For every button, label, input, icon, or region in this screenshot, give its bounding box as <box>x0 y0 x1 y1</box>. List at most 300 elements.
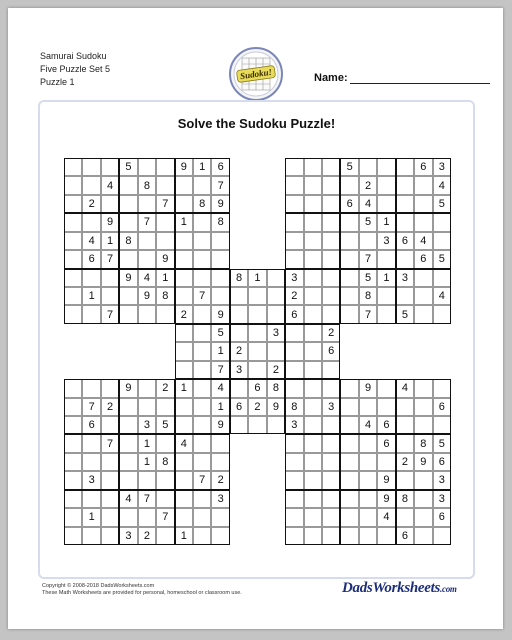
sudoku-cell[interactable] <box>414 508 432 526</box>
sudoku-cell[interactable] <box>377 287 395 305</box>
sudoku-cell[interactable] <box>101 287 119 305</box>
sudoku-cell[interactable] <box>119 453 137 471</box>
sudoku-cell[interactable] <box>64 269 82 287</box>
sudoku-cell: 2 <box>396 453 414 471</box>
sudoku-cell: 4 <box>138 269 156 287</box>
sudoku-cell: 2 <box>138 527 156 545</box>
sudoku-cell[interactable] <box>82 176 100 194</box>
sudoku-cell[interactable] <box>322 176 340 194</box>
sudoku-cell[interactable] <box>285 453 303 471</box>
sudoku-cell[interactable] <box>322 305 340 323</box>
worksheet-info <box>40 50 110 89</box>
sudoku-cell[interactable] <box>156 176 174 194</box>
sudoku-cell[interactable] <box>377 250 395 268</box>
sudoku-cell[interactable] <box>138 379 156 397</box>
sudoku-cell[interactable] <box>285 324 303 342</box>
sudoku-cell[interactable] <box>248 361 266 379</box>
sudoku-cell[interactable] <box>285 195 303 213</box>
sudoku-cell: 2 <box>230 342 248 360</box>
sudoku-cell[interactable] <box>211 287 229 305</box>
sudoku-cell[interactable] <box>304 195 322 213</box>
sudoku-cell[interactable] <box>230 305 248 323</box>
sudoku-cell[interactable] <box>396 398 414 416</box>
sudoku-cell[interactable] <box>304 250 322 268</box>
sudoku-cell[interactable] <box>82 434 100 452</box>
sudoku-cell: 4 <box>101 176 119 194</box>
sudoku-cell[interactable] <box>396 416 414 434</box>
sudoku-cell[interactable] <box>211 269 229 287</box>
sudoku-cell[interactable] <box>396 250 414 268</box>
sudoku-cell: 9 <box>359 379 377 397</box>
sudoku-cell: 1 <box>211 398 229 416</box>
sudoku-cell[interactable] <box>138 232 156 250</box>
sudoku-cell[interactable] <box>377 176 395 194</box>
sudoku-cell[interactable] <box>119 434 137 452</box>
sudoku-cell[interactable] <box>193 361 211 379</box>
sudoku-cell[interactable] <box>119 250 137 268</box>
sudoku-cell[interactable] <box>175 490 193 508</box>
sudoku-cell[interactable] <box>304 398 322 416</box>
sudoku-cell[interactable] <box>82 453 100 471</box>
sudoku-cell[interactable] <box>64 158 82 176</box>
sudoku-cell[interactable] <box>359 508 377 526</box>
sudoku-cell[interactable] <box>175 176 193 194</box>
sudoku-cell: 7 <box>82 398 100 416</box>
sudoku-cell[interactable] <box>211 232 229 250</box>
sudoku-cell: 5 <box>156 416 174 434</box>
sudoku-cell[interactable] <box>414 305 432 323</box>
sudoku-cell[interactable] <box>64 213 82 231</box>
sudoku-cell[interactable] <box>156 158 174 176</box>
sudoku-cell[interactable] <box>193 379 211 397</box>
sudoku-cell[interactable] <box>101 195 119 213</box>
sudoku-cell[interactable] <box>304 471 322 489</box>
sudoku-cell: 7 <box>359 250 377 268</box>
sudoku-cell[interactable] <box>193 434 211 452</box>
sudoku-cell[interactable] <box>156 305 174 323</box>
sudoku-cell[interactable] <box>285 527 303 545</box>
sudoku-cell[interactable] <box>193 305 211 323</box>
sudoku-cell[interactable] <box>414 269 432 287</box>
sudoku-cell[interactable] <box>230 416 248 434</box>
sudoku-cell[interactable] <box>175 232 193 250</box>
sudoku-cell: 7 <box>101 305 119 323</box>
sudoku-cell[interactable] <box>396 213 414 231</box>
sudoku-cell[interactable] <box>175 287 193 305</box>
sudoku-cell[interactable] <box>101 158 119 176</box>
sudoku-cell[interactable] <box>211 527 229 545</box>
worksheet-puzzle-number: Puzzle 1 <box>40 77 75 87</box>
sudoku-cell[interactable] <box>396 508 414 526</box>
sudoku-cell[interactable] <box>267 342 285 360</box>
sudoku-cell: 3 <box>211 490 229 508</box>
sudoku-cell[interactable] <box>359 398 377 416</box>
sudoku-cell[interactable] <box>377 158 395 176</box>
sudoku-cell[interactable] <box>82 527 100 545</box>
sudoku-cell: 6 <box>433 453 451 471</box>
sudoku-cell[interactable] <box>304 508 322 526</box>
sudoku-cell[interactable] <box>433 232 451 250</box>
sudoku-cell[interactable] <box>64 416 82 434</box>
sudoku-cell[interactable] <box>175 195 193 213</box>
sudoku-cell[interactable] <box>322 527 340 545</box>
sudoku-cell: 2 <box>175 305 193 323</box>
sudoku-cell[interactable] <box>138 158 156 176</box>
sudoku-cell[interactable] <box>193 176 211 194</box>
sudoku-cell[interactable] <box>340 287 358 305</box>
sudoku-cell[interactable] <box>377 305 395 323</box>
sudoku-cell[interactable] <box>64 250 82 268</box>
sudoku-cell: 4 <box>396 379 414 397</box>
sudoku-cell[interactable] <box>101 490 119 508</box>
sudoku-cell[interactable] <box>156 232 174 250</box>
sudoku-cell[interactable] <box>64 490 82 508</box>
sudoku-cell[interactable] <box>64 232 82 250</box>
sudoku-cell[interactable] <box>285 434 303 452</box>
sudoku-cell[interactable] <box>414 195 432 213</box>
sudoku-cell[interactable] <box>340 213 358 231</box>
sudoku-cell[interactable] <box>396 158 414 176</box>
sudoku-cell[interactable] <box>175 324 193 342</box>
sudoku-cell[interactable] <box>101 453 119 471</box>
sudoku-cell: 1 <box>211 342 229 360</box>
sudoku-cell[interactable] <box>359 434 377 452</box>
sudoku-cell[interactable] <box>64 527 82 545</box>
sudoku-cell[interactable] <box>377 527 395 545</box>
sudoku-cell[interactable] <box>193 342 211 360</box>
sudoku-cell[interactable] <box>414 379 432 397</box>
sudoku-cell: 1 <box>175 379 193 397</box>
sudoku-cell[interactable] <box>248 324 266 342</box>
sudoku-cell: 2 <box>285 287 303 305</box>
sudoku-cell[interactable] <box>322 158 340 176</box>
sudoku-cell[interactable] <box>193 398 211 416</box>
sudoku-cell: 4 <box>433 176 451 194</box>
sudoku-cell[interactable] <box>248 305 266 323</box>
sudoku-cell[interactable] <box>304 305 322 323</box>
sudoku-cell[interactable] <box>138 471 156 489</box>
sudoku-cell[interactable] <box>285 361 303 379</box>
sudoku-cell[interactable] <box>138 195 156 213</box>
sudoku-cell[interactable] <box>340 527 358 545</box>
sudoku-cell[interactable] <box>82 305 100 323</box>
sudoku-cell[interactable] <box>138 508 156 526</box>
sudoku-cell: 6 <box>377 416 395 434</box>
sudoku-cell: 1 <box>101 232 119 250</box>
name-field[interactable] <box>314 72 490 84</box>
sudoku-cell[interactable] <box>119 213 137 231</box>
sudoku-cell[interactable] <box>193 250 211 268</box>
sudoku-cell[interactable] <box>64 398 82 416</box>
sudoku-cell[interactable] <box>377 453 395 471</box>
sudoku-cell[interactable] <box>64 195 82 213</box>
sudoku-cell[interactable] <box>156 527 174 545</box>
sudoku-cell[interactable] <box>193 453 211 471</box>
sudoku-cell[interactable] <box>304 324 322 342</box>
sudoku-cell[interactable] <box>101 508 119 526</box>
sudoku-cell[interactable] <box>285 213 303 231</box>
sudoku-cell: 2 <box>82 195 100 213</box>
sudoku-cell[interactable] <box>64 434 82 452</box>
sudoku-cell: 8 <box>267 379 285 397</box>
sudoku-cell: 3 <box>138 416 156 434</box>
sudoku-cell[interactable] <box>285 250 303 268</box>
sudoku-cell[interactable] <box>285 158 303 176</box>
sudoku-cell[interactable] <box>304 158 322 176</box>
sudoku-cell[interactable] <box>377 195 395 213</box>
sudoku-cell[interactable] <box>359 471 377 489</box>
sudoku-cell[interactable] <box>211 250 229 268</box>
sudoku-cell[interactable] <box>340 453 358 471</box>
sudoku-cell[interactable] <box>433 416 451 434</box>
logo-text: Sudoku! <box>239 66 273 82</box>
sudoku-cell[interactable] <box>101 416 119 434</box>
sudoku-cell[interactable] <box>304 176 322 194</box>
sudoku-cell[interactable] <box>340 269 358 287</box>
sudoku-cell: 3 <box>267 324 285 342</box>
sudoku-cell[interactable] <box>414 213 432 231</box>
sudoku-cell[interactable] <box>267 305 285 323</box>
sudoku-cell[interactable] <box>396 176 414 194</box>
sudoku-cell[interactable] <box>285 471 303 489</box>
sudoku-cell[interactable] <box>304 232 322 250</box>
sudoku-cell[interactable] <box>322 490 340 508</box>
sudoku-cell[interactable] <box>340 471 358 489</box>
sudoku-cell[interactable] <box>211 508 229 526</box>
sudoku-cell[interactable] <box>433 527 451 545</box>
sudoku-cell[interactable] <box>414 527 432 545</box>
sudoku-cell[interactable] <box>82 490 100 508</box>
sudoku-cell: 2 <box>156 379 174 397</box>
sudoku-cell[interactable] <box>304 287 322 305</box>
sudoku-cell: 9 <box>267 398 285 416</box>
sudoku-cell[interactable] <box>396 434 414 452</box>
sudoku-cell[interactable] <box>304 361 322 379</box>
sudoku-cell[interactable] <box>414 490 432 508</box>
sudoku-cell[interactable] <box>119 416 137 434</box>
sudoku-cell[interactable] <box>64 305 82 323</box>
sudoku-cell[interactable] <box>322 213 340 231</box>
sudoku-cell[interactable] <box>119 508 137 526</box>
sudoku-cell[interactable] <box>414 416 432 434</box>
sudoku-cell[interactable] <box>322 361 340 379</box>
sudoku-cell[interactable] <box>248 416 266 434</box>
sudoku-cell[interactable] <box>101 379 119 397</box>
sudoku-cell[interactable] <box>64 287 82 305</box>
sudoku-cell[interactable] <box>101 269 119 287</box>
sudoku-cell: 4 <box>359 195 377 213</box>
sudoku-cell[interactable] <box>396 471 414 489</box>
sudoku-cell[interactable] <box>193 508 211 526</box>
sudoku-cell[interactable] <box>285 379 303 397</box>
sudoku-cell[interactable] <box>156 471 174 489</box>
sudoku-cell[interactable] <box>193 269 211 287</box>
sudoku-cell[interactable] <box>101 471 119 489</box>
sudoku-cell[interactable] <box>230 379 248 397</box>
sudoku-cell[interactable] <box>175 250 193 268</box>
sudoku-cell[interactable] <box>414 176 432 194</box>
sudoku-cell[interactable] <box>304 453 322 471</box>
sudoku-cell[interactable] <box>175 471 193 489</box>
sudoku-cell[interactable] <box>359 232 377 250</box>
sudoku-cell[interactable] <box>82 158 100 176</box>
name-line[interactable] <box>350 73 490 84</box>
sudoku-cell: 6 <box>377 434 395 452</box>
sudoku-cell[interactable] <box>285 508 303 526</box>
sudoku-cell[interactable] <box>359 453 377 471</box>
sudoku-cell[interactable] <box>340 232 358 250</box>
sudoku-cell[interactable] <box>193 490 211 508</box>
sudoku-cell[interactable] <box>193 232 211 250</box>
sudoku-cell[interactable] <box>433 379 451 397</box>
sudoku-cell[interactable] <box>248 342 266 360</box>
sudoku-cell[interactable] <box>175 508 193 526</box>
sudoku-cell[interactable] <box>175 361 193 379</box>
sudoku-cell: 2 <box>359 176 377 194</box>
sudoku-cell[interactable] <box>211 453 229 471</box>
sudoku-logo <box>228 46 284 102</box>
sudoku-cell[interactable] <box>267 416 285 434</box>
sudoku-cell[interactable] <box>322 508 340 526</box>
sudoku-cell[interactable] <box>304 379 322 397</box>
sudoku-cell[interactable] <box>340 416 358 434</box>
sudoku-cell[interactable] <box>304 342 322 360</box>
sudoku-cell[interactable] <box>340 176 358 194</box>
sudoku-cell[interactable] <box>138 398 156 416</box>
sudoku-cell[interactable] <box>285 342 303 360</box>
sudoku-cell[interactable] <box>322 453 340 471</box>
sudoku-cell[interactable] <box>304 213 322 231</box>
sudoku-cell[interactable] <box>340 434 358 452</box>
sudoku-cell[interactable] <box>230 287 248 305</box>
sudoku-cell: 1 <box>82 287 100 305</box>
sudoku-cell[interactable] <box>156 398 174 416</box>
sudoku-cell[interactable] <box>285 490 303 508</box>
sudoku-cell[interactable] <box>340 305 358 323</box>
sudoku-cell: 9 <box>138 287 156 305</box>
sudoku-cell[interactable] <box>230 324 248 342</box>
sudoku-cell[interactable] <box>175 453 193 471</box>
sudoku-cell[interactable] <box>340 250 358 268</box>
sudoku-cell[interactable] <box>64 471 82 489</box>
sudoku-cell[interactable] <box>285 232 303 250</box>
sudoku-cell[interactable] <box>138 250 156 268</box>
sudoku-cell[interactable] <box>156 434 174 452</box>
sudoku-logo-icon <box>228 46 284 102</box>
sudoku-cell: 9 <box>175 158 193 176</box>
sudoku-cell[interactable] <box>175 342 193 360</box>
sudoku-cell: 5 <box>211 324 229 342</box>
sudoku-cell[interactable] <box>340 379 358 397</box>
sudoku-cell[interactable] <box>433 213 451 231</box>
sudoku-cell[interactable] <box>175 416 193 434</box>
sudoku-cell[interactable] <box>396 195 414 213</box>
sudoku-cell[interactable] <box>119 287 137 305</box>
sudoku-cell: 1 <box>138 453 156 471</box>
sudoku-cell[interactable] <box>304 490 322 508</box>
sudoku-cell[interactable] <box>101 527 119 545</box>
sudoku-cell[interactable] <box>414 287 432 305</box>
sudoku-cell[interactable] <box>248 287 266 305</box>
sudoku-cell[interactable] <box>396 287 414 305</box>
sudoku-cell[interactable] <box>304 527 322 545</box>
sudoku-cell[interactable] <box>193 416 211 434</box>
sudoku-cell[interactable] <box>64 176 82 194</box>
sudoku-cell: 1 <box>175 527 193 545</box>
sudoku-cell[interactable] <box>322 471 340 489</box>
sudoku-cell[interactable] <box>414 398 432 416</box>
sudoku-cell[interactable] <box>119 176 137 194</box>
sudoku-cell[interactable] <box>322 250 340 268</box>
sudoku-cell[interactable] <box>304 416 322 434</box>
sudoku-cell[interactable] <box>322 287 340 305</box>
sudoku-cell[interactable] <box>119 471 137 489</box>
sudoku-cell[interactable] <box>285 176 303 194</box>
sudoku-cell[interactable] <box>119 195 137 213</box>
sudoku-cell: 5 <box>433 434 451 452</box>
sudoku-cell[interactable] <box>82 269 100 287</box>
sudoku-cell[interactable] <box>322 232 340 250</box>
sudoku-cell: 7 <box>156 195 174 213</box>
sudoku-cell[interactable] <box>340 398 358 416</box>
brand-logo <box>342 580 457 597</box>
sudoku-cell[interactable] <box>414 471 432 489</box>
sudoku-cell[interactable] <box>340 490 358 508</box>
sudoku-cell[interactable] <box>322 434 340 452</box>
sudoku-cell: 9 <box>101 213 119 231</box>
footer <box>42 583 242 597</box>
sudoku-cell[interactable] <box>433 305 451 323</box>
sudoku-cell: 3 <box>322 398 340 416</box>
sudoku-cell[interactable] <box>377 379 395 397</box>
sudoku-cell: 1 <box>138 434 156 452</box>
sudoku-cell[interactable] <box>322 379 340 397</box>
sudoku-cell[interactable] <box>156 490 174 508</box>
sudoku-cell[interactable] <box>138 305 156 323</box>
sudoku-cell[interactable] <box>193 324 211 342</box>
sudoku-cell[interactable] <box>322 195 340 213</box>
sudoku-cell[interactable] <box>211 434 229 452</box>
sudoku-cell[interactable] <box>377 398 395 416</box>
sudoku-cell: 4 <box>211 379 229 397</box>
sudoku-cell[interactable] <box>322 269 340 287</box>
sudoku-cell[interactable] <box>193 527 211 545</box>
sudoku-cell[interactable] <box>119 305 137 323</box>
sudoku-cell[interactable] <box>359 527 377 545</box>
sudoku-cell[interactable] <box>304 269 322 287</box>
sudoku-cell[interactable] <box>304 434 322 452</box>
sudoku-cell[interactable] <box>175 398 193 416</box>
sudoku-cell[interactable] <box>82 379 100 397</box>
sudoku-cell[interactable] <box>64 508 82 526</box>
sudoku-cell: 4 <box>433 287 451 305</box>
sudoku-cell[interactable] <box>359 490 377 508</box>
sudoku-cell[interactable] <box>193 213 211 231</box>
sudoku-cell: 7 <box>101 250 119 268</box>
sudoku-cell[interactable] <box>175 269 193 287</box>
sudoku-cell[interactable] <box>82 213 100 231</box>
sudoku-cell[interactable] <box>433 269 451 287</box>
sudoku-cell[interactable] <box>64 379 82 397</box>
sudoku-cell[interactable] <box>267 287 285 305</box>
sudoku-cell[interactable] <box>156 213 174 231</box>
sudoku-cell[interactable] <box>322 416 340 434</box>
sudoku-cell[interactable] <box>340 508 358 526</box>
sudoku-cell[interactable] <box>64 453 82 471</box>
sudoku-cell[interactable] <box>267 269 285 287</box>
sudoku-cell[interactable] <box>359 158 377 176</box>
sudoku-cell[interactable] <box>119 398 137 416</box>
